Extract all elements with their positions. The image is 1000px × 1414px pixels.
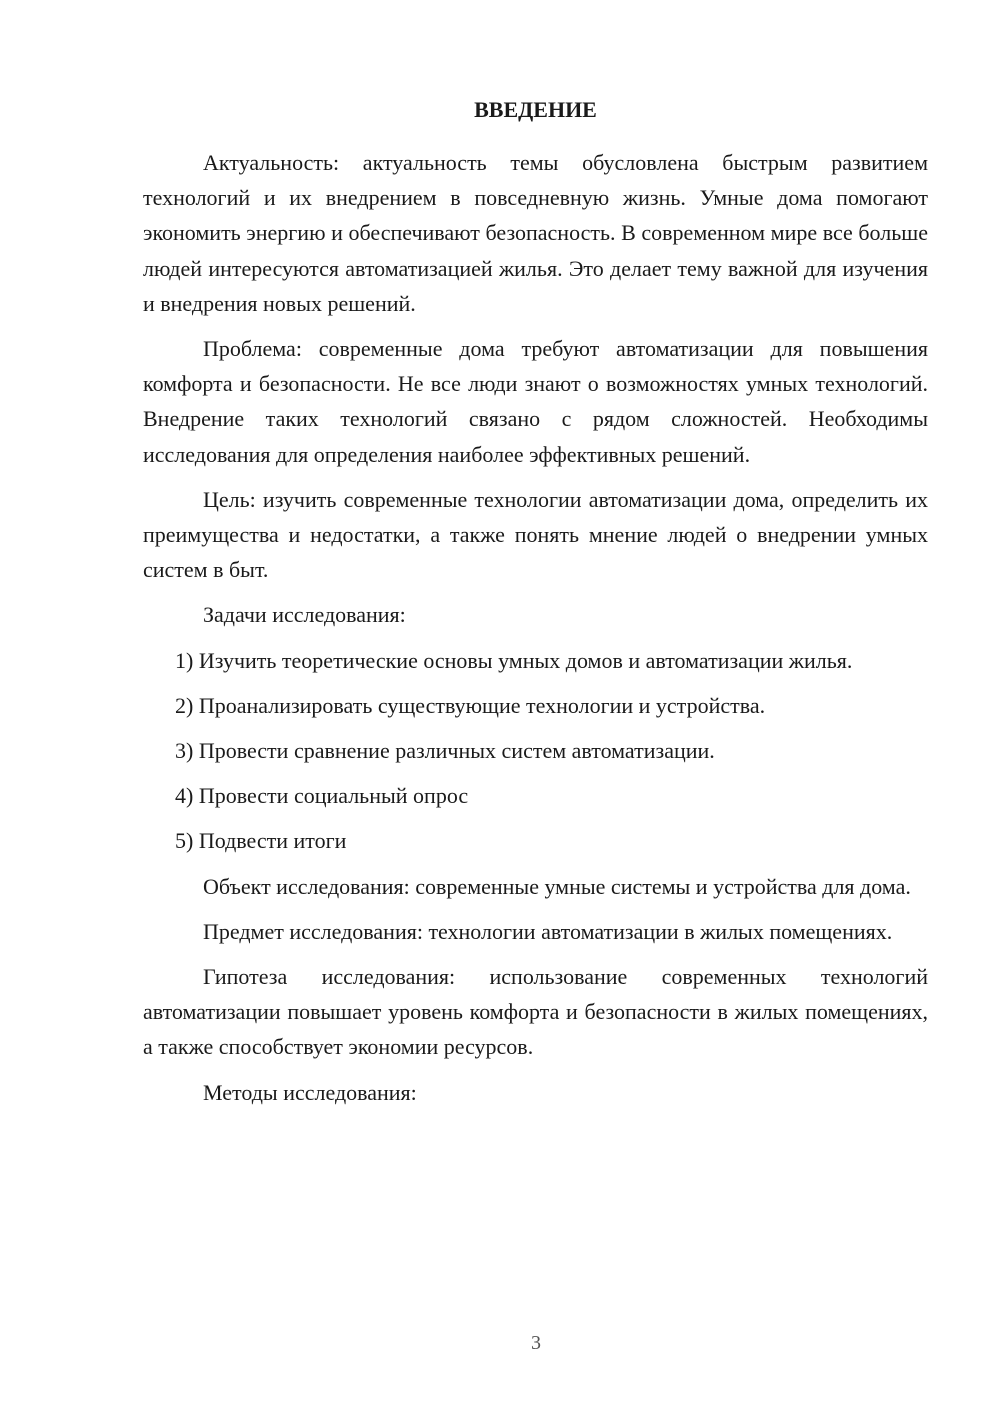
task-item: 2) Проанализировать существующие технологии и устройства. <box>175 692 766 718</box>
problem-paragraph: Проблема: современные дома требуют автоматизации для повышения комфорта и безопасности. Не все люди знают о возможностях умных технологий. Внедрение таких технологий связано с рядом сложностей. Необходимы исследования для определения наиболее эффективных решений. <box>143 336 928 467</box>
hypothesis-paragraph: Гипотеза исследования: использование современных технологий автоматизации повышает уровень комфорта и безопасности в жилых помещениях, а также способствует экономии ресурсов. <box>143 964 928 1060</box>
task-item: 1) Изучить теоретические основы умных домов и автоматизации жилья. <box>175 647 853 673</box>
task-item: 5) Подвести итоги <box>175 828 347 854</box>
object-paragraph: Объект исследования: современные умные системы и устройства для дома. <box>203 873 911 899</box>
task-item: 4) Провести социальный опрос <box>175 783 469 809</box>
tasks-heading: Задачи исследования: <box>203 602 406 628</box>
goal-paragraph: Цель: изучить современные технологии автоматизации дома, определить их преимущества и недостатки, а также понять мнение людей о внедрении умных систем в быт. <box>143 486 928 583</box>
page-content <box>143 92 928 1120</box>
subject-paragraph: Предмет исследования: технологии автоматизации в жилых помещениях. <box>203 918 893 944</box>
methods-heading: Методы исследования: <box>203 1079 417 1105</box>
relevance-paragraph: Актуальность: актуальность темы обусловлена быстрым развитием технологий и их внедрением в повседневную жизнь. Умные дома помогают экономить энергию и обеспечивают безопасность. В современном мире все больше людей интересуются автоматизацией жилья. Это делает тему важной для изучения и внедрения новых решений. <box>143 150 928 316</box>
page-number: 3 <box>531 1332 541 1354</box>
page-title: ВВЕДЕНИЕ <box>474 97 597 122</box>
task-item: 3) Провести сравнение различных систем автоматизации. <box>175 738 715 764</box>
